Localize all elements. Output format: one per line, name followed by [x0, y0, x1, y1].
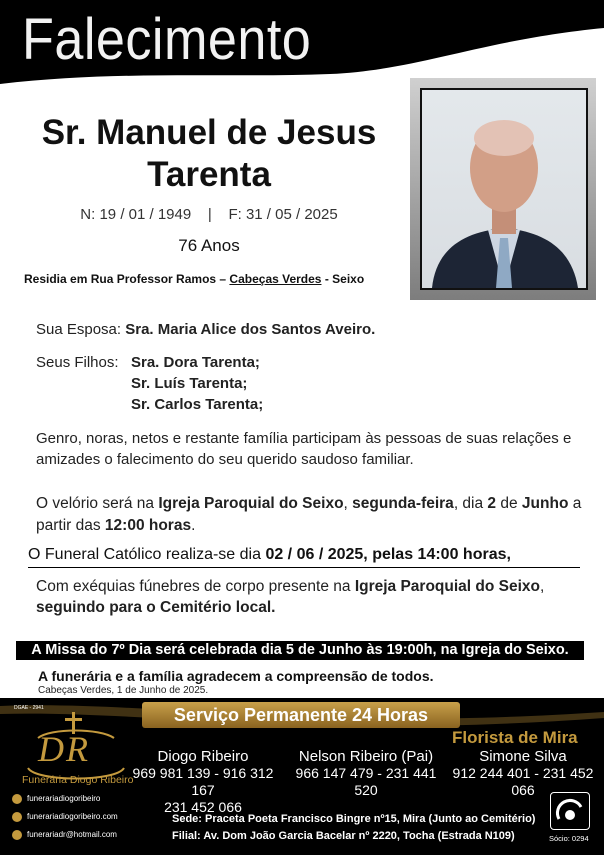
wake-info — [36, 493, 584, 537]
contact-nelson — [288, 748, 444, 799]
residence-prefix: Residia em Rua Professor Ramos – — [24, 272, 230, 286]
facebook-icon — [12, 794, 22, 804]
life-dates: N: 19 / 01 / 1949 | F: 31 / 05 / 2025 — [80, 206, 338, 223]
contact-name: Simone Silva — [479, 748, 567, 765]
children-list — [131, 352, 263, 415]
spouse-label: Sua Esposa: — [36, 321, 122, 338]
wake-text: . — [191, 517, 196, 534]
thanks-note: A funerária e a família agradecem a compreensão de todos. — [38, 668, 434, 684]
social-email[interactable] — [12, 830, 117, 840]
wake-text: , dia — [453, 495, 488, 512]
divider — [28, 567, 580, 568]
logo-letters: DR — [38, 729, 90, 769]
exequies-destination: seguindo para o Cemitério local. — [36, 599, 276, 616]
wake-date: 2 — [487, 495, 497, 512]
funeral-datetime: 02 / 06 / 2025, pelas 14:00 horas, — [265, 546, 511, 563]
child-name: Sr. Carlos Tarenta; — [131, 396, 264, 413]
social-text: funerariadiogoribeiro.com — [27, 812, 118, 822]
wake-time: 12:00 horas — [104, 517, 192, 534]
social-text: funerariadiogoribeiro — [27, 794, 101, 804]
contact-diogo — [128, 748, 278, 816]
age: 76 Anos — [178, 236, 240, 255]
wake-text: , — [343, 495, 353, 512]
contact-phones[interactable]: 912 244 401 - 231 452 066 — [452, 765, 594, 798]
mass-notice: A Missa do 7º Dia será celebrada dia 5 de Junho às 19:00h, na Igreja do Seixo. — [16, 641, 584, 660]
page-title: Falecimento — [22, 7, 312, 72]
wake-place: Igreja Paroquial do Seixo — [158, 495, 344, 512]
deceased-name-line1: Sr. Manuel de Jesus — [41, 113, 377, 152]
contact-name: Diogo Ribeiro — [157, 748, 249, 765]
residence — [24, 272, 364, 286]
portrait-photo — [420, 88, 588, 290]
residence-place: Cabeças Verdes — [229, 272, 322, 286]
spouse-line — [36, 319, 375, 340]
child-name: Sra. Dora Tarenta; — [131, 354, 260, 371]
child-name: Sr. Luís Tarenta; — [131, 375, 248, 392]
exequies-place: Igreja Paroquial do Seixo — [354, 578, 541, 595]
globe-icon — [12, 812, 22, 822]
contact-name: Nelson Ribeiro (Pai) — [298, 748, 434, 765]
social-website[interactable] — [12, 812, 118, 822]
exequies-text: , — [540, 578, 545, 595]
wake-text: O velório será na — [36, 495, 159, 512]
member-number: Sócio: 0294 — [549, 834, 589, 843]
spouse-name: Sra. Maria Alice dos Santos Aveiro. — [125, 321, 376, 338]
address-branch: Filial: Av. Dom João Garcia Bacelar nº 2220, Tocha (Estrada N109) — [172, 830, 515, 842]
wake-text: a partir das — [36, 495, 582, 534]
contact-phones[interactable]: 231 452 066 — [164, 799, 242, 815]
deceased-name-line2: Tarenta — [147, 155, 271, 194]
exequies-text: Com exéquias fúnebres de corpo presente na — [36, 578, 355, 595]
florist-title: Florista de Mira — [452, 728, 578, 747]
place-date: Cabeças Verdes, 1 de Junho de 2025. — [38, 685, 209, 696]
address-headquarters: Sede: Praceta Poeta Francisco Bingre nº15, Mira (Junto ao Cemitério) — [172, 813, 536, 825]
family-announcement: Genro, noras, netos e restante família participam às pessoas de suas relações e amizades o falecimento do seu querido saudoso familiar. — [36, 430, 572, 468]
dgae-code: DGAE - 2941 — [14, 705, 44, 711]
deceased-name — [14, 112, 404, 196]
social-facebook[interactable] — [12, 794, 100, 804]
wake-day: segunda-feira — [352, 495, 454, 512]
children-label: Seus Filhos: — [36, 354, 119, 371]
exequies-info — [36, 576, 584, 618]
residence-suffix: - Seixo — [321, 272, 365, 286]
social-text: funerariadr@hotmail.com — [27, 830, 117, 840]
funeral-info — [28, 546, 511, 564]
email-icon — [12, 830, 22, 840]
portrait-frame — [410, 78, 596, 300]
contact-phones[interactable]: 969 981 139 - 916 312 167 — [132, 765, 274, 798]
contact-phones[interactable]: 966 147 479 - 231 441 520 — [295, 765, 437, 798]
service-banner: Serviço Permanente 24 Horas — [142, 702, 460, 728]
association-logo — [550, 792, 590, 830]
wake-month: Junho — [521, 495, 569, 512]
funeral-text: O Funeral Católico realiza-se dia — [28, 546, 266, 563]
logo-caption: Funerária Diogo Ribeiro — [22, 774, 134, 786]
wake-text: de — [496, 495, 518, 512]
